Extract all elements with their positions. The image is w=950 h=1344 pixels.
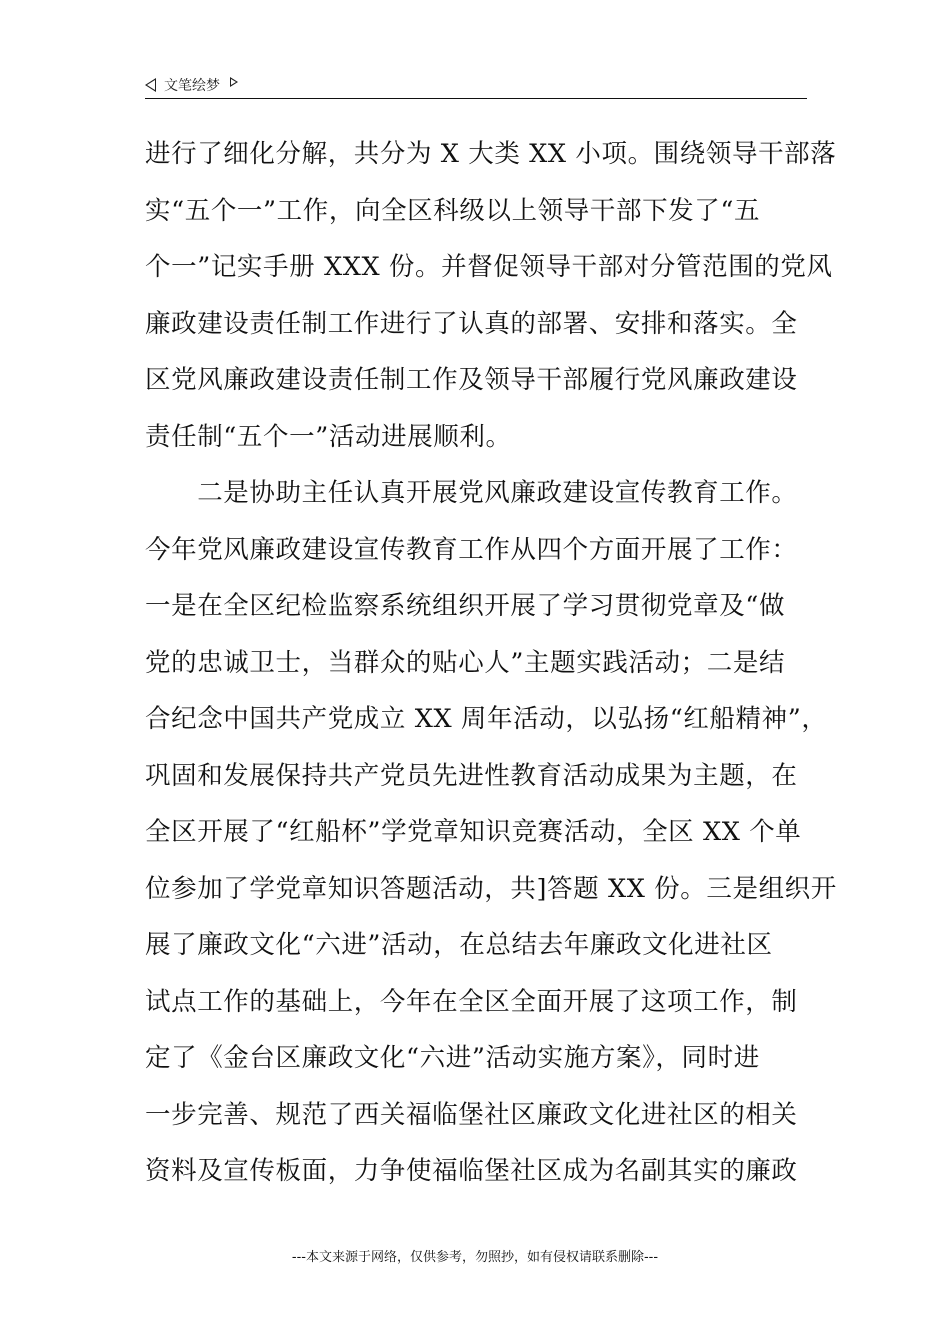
page-header [145,74,807,96]
document-body [145,128,837,1202]
text-line: 二是协助主任认真开展党风廉政建设宣传教育工作。 [145,478,798,508]
triangle-left-icon [145,78,156,92]
text-line: 责任制“五个一”活动进展顺利。 [145,421,512,452]
text-line: 廉政建设责任制工作进行了认真的部署、安排和落实。全 [145,308,798,339]
text-line: 巩固和发展保持共产党员先进性教育活动成果为主题，在 [145,760,798,791]
text-line: 个一”记实手册 XXX 份。并督促领导干部对分管范围的党风 [145,252,833,282]
text-line: 位参加了学党章知识答题活动，共]答题 XX 份。三是组织开 [145,873,837,904]
text-line: 一步完善、规范了西关福临堡社区廉政文化进社区的相关 [145,1099,798,1130]
text-line: 试点工作的基础上，今年在全区全面开展了这项工作，制 [145,986,798,1017]
header-divider [145,98,807,99]
text-line: 全区开展了“红船杯”学党章知识竞赛活动，全区 XX 个单 [145,817,802,847]
text-line: 定了《金台区廉政文化“六进”活动实施方案》，同时进 [145,1043,760,1073]
text-line: 合纪念中国共产党成立 XX 周年活动，以弘扬“红船精神”， [145,704,828,734]
text-line: 资料及宣传板面，力争使福临堡社区成为名副其实的廉政 [145,1156,798,1186]
text-line: 区党风廉政建设责任制工作及领导干部履行党风廉政建设 [145,365,798,395]
text-line: 实“五个一”工作，向全区科级以上领导干部下发了“五 [145,195,761,226]
page-footer: ---本文来源于网络，仅供参考，勿照抄，如有侵权请联系删除--- [291,1250,659,1265]
text-line: 一是在全区纪检监察系统组织开展了学习贯彻党章及“做 [145,591,786,621]
header-title: 文笔绘梦 [164,78,220,94]
triangle-right-icon [230,77,238,87]
text-line: 党的忠诚卫士，当群众的贴心人”主题实践活动；二是结 [145,647,786,678]
text-line: 今年党风廉政建设宣传教育工作从四个方面开展了工作： [145,534,798,565]
text-line: 展了廉政文化“六进”活动，在总结去年廉政文化进社区 [145,930,773,960]
text-line: 进行了细化分解，共分为 X 大类 XX 小项。围绕领导干部落 [145,139,837,169]
